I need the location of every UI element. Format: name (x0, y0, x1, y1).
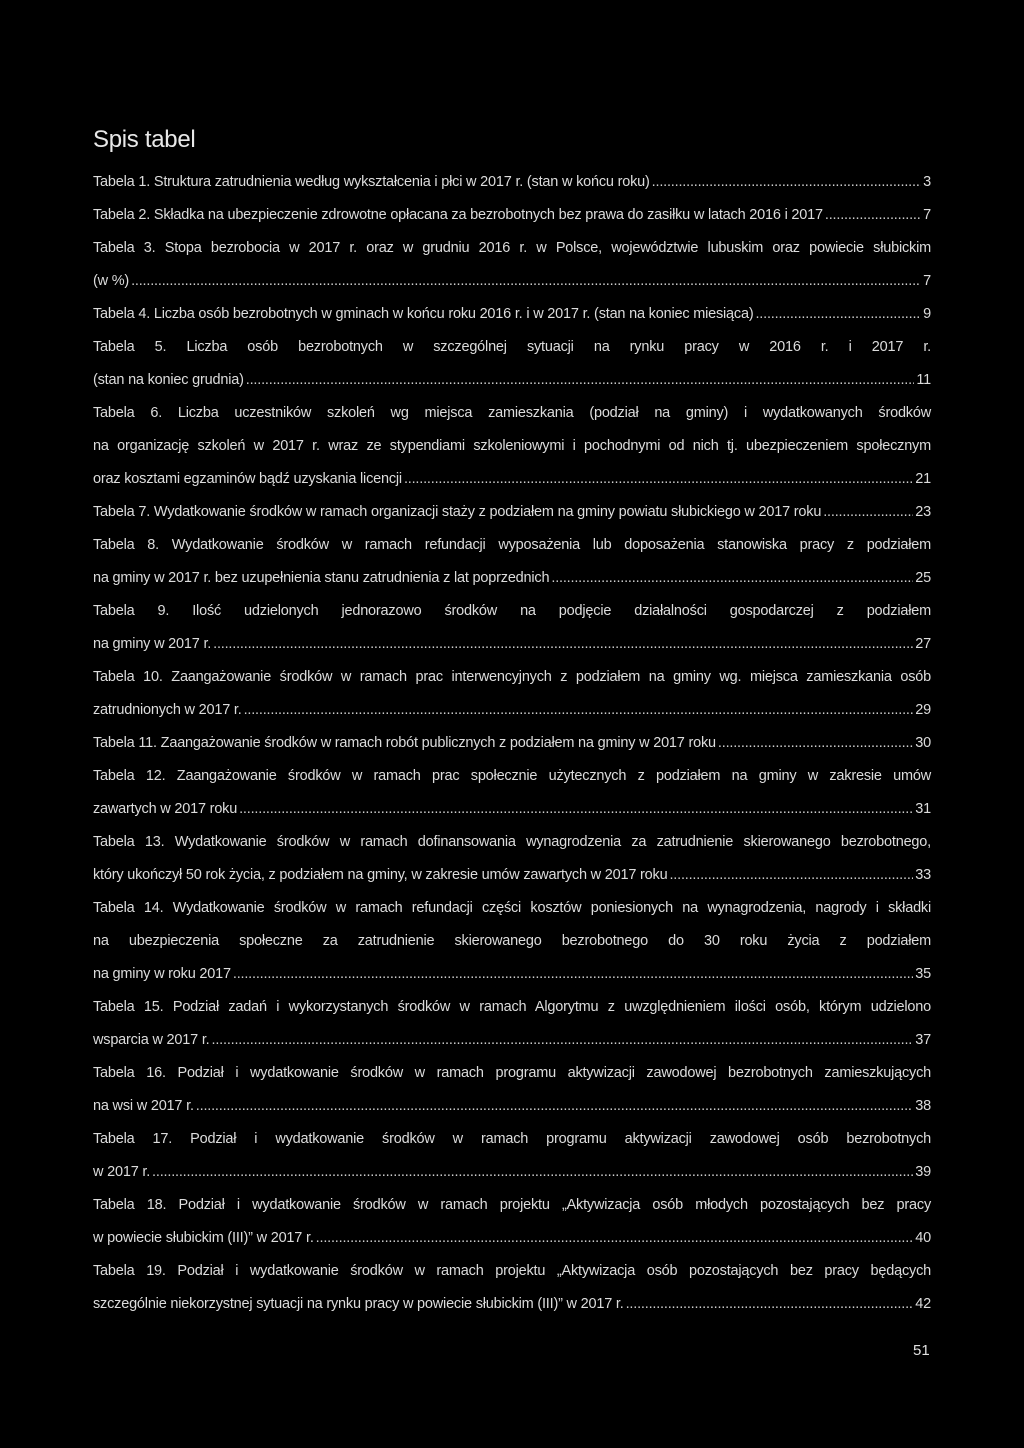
toc-entry-page: 35 (915, 966, 931, 982)
dot-leader (669, 859, 913, 892)
toc-entry-text: w powiecie słubickim (III)” w 2017 r. (93, 1230, 314, 1246)
toc-entry[interactable] (93, 496, 931, 529)
toc-entry-page: 9 (923, 306, 931, 322)
dot-leader (213, 628, 913, 661)
toc-entry-line: Tabela 14. Wydatkowanie środków w ramach refundacji części kosztów poniesionych na wynagrodzenia, nagrody i składki (93, 900, 931, 916)
toc-entry-page: 30 (915, 735, 931, 751)
toc-entry[interactable] (93, 298, 931, 331)
toc-entry-text: na gminy w 2017 r. bez uzupełnienia stanu zatrudnienia z lat poprzednich (93, 570, 550, 586)
toc-entry-page: 31 (915, 801, 931, 817)
toc-entry-last-line (93, 166, 931, 199)
toc-entry-text: (w %) (93, 273, 130, 289)
toc-entry[interactable] (93, 892, 931, 991)
toc-entry-line: Tabela 10. Zaangażowanie środków w ramach prac interwencyjnych z podziałem na gminy wg. miejsca zamieszkania osób (93, 669, 931, 685)
dot-leader (131, 265, 921, 298)
toc-entry[interactable] (93, 1057, 931, 1123)
toc-entry[interactable] (93, 397, 931, 496)
dot-leader (196, 1090, 913, 1123)
toc-entry-line: Tabela 8. Wydatkowanie środków w ramach refundacji wyposażenia lub doposażenia stanowiska pracy z podziałem (93, 537, 931, 553)
page-title: Spis tabel (93, 126, 196, 153)
toc-entry-page: 27 (915, 636, 931, 652)
toc-entry-last-line (93, 1090, 931, 1123)
toc-entry-text: na gminy w 2017 r. (93, 636, 212, 652)
toc-entry[interactable] (93, 826, 931, 892)
toc-entry-last-line (93, 199, 931, 232)
dot-leader (246, 364, 915, 397)
toc-entry-text: zatrudnionych w 2017 r. (93, 702, 242, 718)
dot-leader (755, 298, 921, 331)
dot-leader (404, 463, 913, 496)
toc-entry-line: Tabela 15. Podział zadań i wykorzystanych środków w ramach Algorytmu z uwzględnieniem ilości osób, którym udzielono (93, 999, 931, 1015)
toc-entry-page: 3 (923, 174, 931, 190)
toc-entry-page: 38 (915, 1098, 931, 1114)
toc-entry[interactable] (93, 232, 931, 298)
dot-leader (152, 1156, 913, 1189)
toc-entry[interactable] (93, 991, 931, 1057)
dot-leader (551, 562, 913, 595)
toc-entry-line: Tabela 9. Ilość udzielonych jednorazowo środków na podjęcie działalności gospodarczej z podziałem (93, 603, 931, 619)
toc-entry-text: Tabela 4. Liczba osób bezrobotnych w gminach w końcu roku 2016 r. i w 2017 r. (stan na koniec miesiąca) (93, 306, 754, 322)
toc-entry[interactable] (93, 1123, 931, 1189)
toc-entry-line: Tabela 3. Stopa bezrobocia w 2017 r. oraz w grudniu 2016 r. w Polsce, województwie lubuskim oraz powiecie słubickim (93, 240, 931, 256)
dot-leader (233, 958, 913, 991)
toc-entry-line: Tabela 19. Podział i wydatkowanie środków w ramach projektu „Aktywizacja osób pozostających bez pracy będących (93, 1263, 931, 1279)
toc-entry-line: na ubezpieczenia społeczne za zatrudnienie skierowanego bezrobotnego do 30 roku życia z podziałem (93, 933, 931, 949)
toc-entry-page: 11 (916, 372, 931, 388)
table-of-contents (93, 166, 931, 1321)
toc-entry[interactable] (93, 760, 931, 826)
toc-entry-last-line (93, 298, 931, 331)
toc-entry-line: Tabela 5. Liczba osób bezrobotnych w szczególnej sytuacji na rynku pracy w 2016 r. i 2017 r. (93, 339, 931, 355)
toc-entry-line: Tabela 16. Podział i wydatkowanie środków w ramach programu aktywizacji zawodowej bezrobotnych zamieszkujących (93, 1065, 931, 1081)
toc-entry-last-line (93, 793, 931, 826)
toc-entry-text: (stan na koniec grudnia) (93, 372, 244, 388)
toc-entry-last-line (93, 364, 931, 397)
toc-entry-text: oraz kosztami egzaminów bądź uzyskania licencji (93, 471, 402, 487)
toc-entry-text: zawartych w 2017 roku (93, 801, 238, 817)
toc-entry-line: Tabela 17. Podział i wydatkowanie środków w ramach programu aktywizacji zawodowej osób bezrobotnych (93, 1131, 931, 1147)
toc-entry-text: na gminy w roku 2017 (93, 966, 231, 982)
toc-entry-page: 42 (915, 1296, 931, 1312)
toc-entry-text: Tabela 2. Składka na ubezpieczenie zdrowotne opłacana za bezrobotnych bez prawa do zasiłku w latach 2016 i 2017 (93, 207, 823, 223)
toc-entry[interactable] (93, 166, 931, 199)
dot-leader (239, 793, 913, 826)
toc-entry-line: Tabela 12. Zaangażowanie środków w ramach prac społecznie użytecznych z podziałem na gminy w zakresie umów (93, 768, 931, 784)
dot-leader (316, 1222, 914, 1255)
toc-entry-line: na organizację szkoleń w 2017 r. wraz ze stypendiami szkoleniowymi i pochodnymi od nich tj. ubezpieczeniem społecznym (93, 438, 931, 454)
toc-entry-last-line (93, 265, 931, 298)
toc-entry-last-line (93, 727, 931, 760)
toc-entry-page: 23 (915, 504, 931, 520)
toc-entry-page: 21 (915, 471, 931, 487)
toc-entry-last-line (93, 859, 931, 892)
toc-entry-line: Tabela 13. Wydatkowanie środków w ramach dofinansowania wynagrodzenia za zatrudnienie skierowanego bezrobotnego, (93, 834, 931, 850)
toc-entry-last-line (93, 1288, 931, 1321)
toc-entry-page: 25 (915, 570, 931, 586)
toc-entry[interactable] (93, 1189, 931, 1255)
toc-entry-last-line (93, 496, 931, 529)
dot-leader (823, 496, 913, 529)
toc-entry-page: 7 (923, 207, 931, 223)
toc-entry[interactable] (93, 727, 931, 760)
toc-entry-last-line (93, 694, 931, 727)
dot-leader (626, 1288, 914, 1321)
toc-entry-last-line (93, 562, 931, 595)
toc-entry[interactable] (93, 529, 931, 595)
toc-entry-line: Tabela 6. Liczba uczestników szkoleń wg miejsca zamieszkania (podział na gminy) i wydatkowanych środków (93, 405, 931, 421)
toc-entry-text: który ukończył 50 rok życia, z podziałem na gminy, w zakresie umów zawartych w 2017 roku (93, 867, 668, 883)
dot-leader (244, 694, 914, 727)
toc-entry-text: szczególnie niekorzystnej sytuacji na rynku pracy w powiecie słubickim (III)” w 2017 r. (93, 1296, 624, 1312)
toc-entry-page: 37 (915, 1032, 931, 1048)
toc-entry-line: Tabela 18. Podział i wydatkowanie środków w ramach projektu „Aktywizacja osób młodych pozostających bez pracy (93, 1197, 931, 1213)
toc-entry-page: 33 (915, 867, 931, 883)
toc-entry-text: Tabela 7. Wydatkowanie środków w ramach organizacji staży z podziałem na gminy powiatu słubickiego w 2017 roku (93, 504, 822, 520)
page-number: 51 (913, 1342, 930, 1359)
dot-leader (652, 166, 921, 199)
toc-entry-text: Tabela 1. Struktura zatrudnienia według wykształcenia i płci w 2017 r. (stan w końcu roku) (93, 174, 650, 190)
dot-leader (718, 727, 913, 760)
toc-entry[interactable] (93, 199, 931, 232)
toc-entry-last-line (93, 628, 931, 661)
toc-entry-text: Tabela 11. Zaangażowanie środków w ramach robót publicznych z podziałem na gminy w 2017 roku (93, 735, 716, 751)
toc-entry-text: wsparcia w 2017 r. (93, 1032, 210, 1048)
toc-entry-page: 29 (915, 702, 931, 718)
toc-entry-last-line (93, 958, 931, 991)
toc-entry[interactable] (93, 661, 931, 727)
toc-entry-page: 39 (915, 1164, 931, 1180)
toc-entry-page: 7 (923, 273, 931, 289)
toc-entry-last-line (93, 1024, 931, 1057)
toc-entry-last-line (93, 1156, 931, 1189)
toc-entry-text: w 2017 r. (93, 1164, 151, 1180)
toc-entry[interactable] (93, 1255, 931, 1321)
dot-leader (825, 199, 921, 232)
toc-entry-last-line (93, 1222, 931, 1255)
toc-entry-last-line (93, 463, 931, 496)
toc-entry[interactable] (93, 331, 931, 397)
dot-leader (212, 1024, 914, 1057)
toc-entry-text: na wsi w 2017 r. (93, 1098, 194, 1114)
toc-entry-page: 40 (915, 1230, 931, 1246)
toc-entry[interactable] (93, 595, 931, 661)
